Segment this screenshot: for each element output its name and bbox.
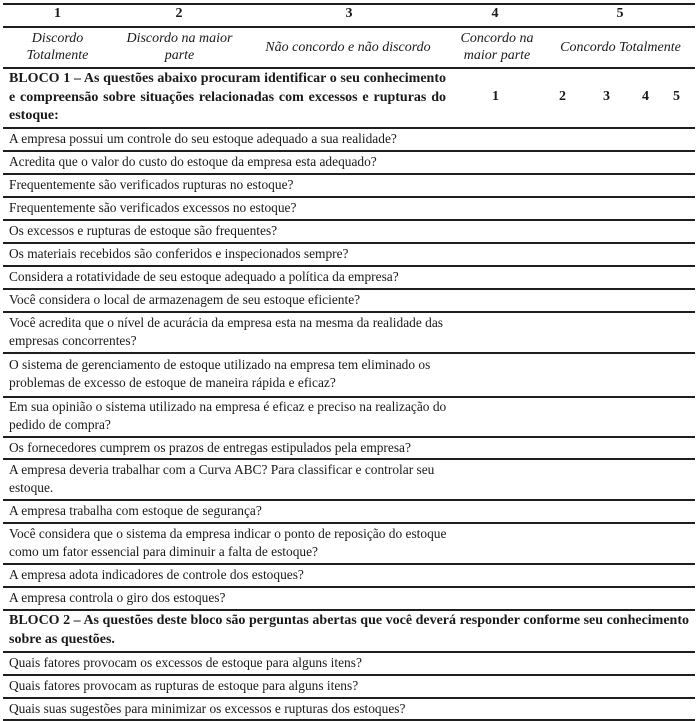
question-16: A empresa adota indicadores de controle dos estoques? (9, 567, 304, 582)
open-question-1: Quais fatores provocam os excessos de estoque para alguns itens? (9, 655, 362, 670)
rule-bloco1 (3, 127, 695, 129)
question-17: A empresa controla o giro dos estoques? (9, 590, 226, 605)
scale-label-3: Não concordo e não discordo (265, 40, 431, 55)
question-1: A empresa possui um controle do seu estoque adequado a sua realidade? (9, 131, 397, 146)
rule (3, 196, 695, 198)
question-13: A empresa deveria trabalhar com a Curva ABC? Para classificar e controlar seu estoque. (9, 462, 435, 495)
question-8: Você considera o local de armazenagem de seu estoque eficiente? (9, 292, 361, 307)
rule (3, 436, 695, 438)
bloco1-title: BLOCO 1 – As questões abaixo procuram identificar o seu conhecimento e compreensão sobre situações relacionadas com excessos e rupturas do estoque: (9, 71, 446, 123)
scale-number-5: 5 (616, 6, 624, 21)
rule-bloco2 (3, 651, 695, 653)
rule (3, 150, 695, 152)
bloco1-scale-2: 2 (559, 89, 566, 104)
rule-header2 (3, 67, 695, 69)
question-4: Frequentemente são verificados excessos no estoque? (9, 200, 297, 215)
question-7: Considera a rotatividade de seu estoque adequado a política da empresa? (9, 269, 399, 284)
rule-header1 (3, 26, 695, 28)
rule (3, 242, 695, 244)
bloco2-title: BLOCO 2 – As questões deste bloco são perguntas abertas que você deverá responder conforme seu conhecimento sobre as questões. (9, 613, 689, 647)
rule (3, 288, 695, 290)
rule (3, 458, 695, 460)
question-9: Você acredita que o nível de acurácia da empresa esta na mesma da realidade das empresas concorrentes? (9, 315, 443, 348)
rule (3, 173, 695, 175)
question-12: Os fornecedores cumprem os prazos de entregas estipulados pela empresa? (9, 440, 411, 455)
rule-bottom (3, 719, 695, 721)
question-14: A empresa trabalha com estoque de segurança? (9, 503, 262, 518)
rule (3, 674, 695, 676)
rule (3, 352, 695, 354)
rule (3, 609, 695, 611)
bloco1-scale-1: 1 (492, 89, 499, 104)
question-2: Acredita que o valor do custo do estoque da empresa esta adequado? (9, 154, 377, 169)
question-6: Os materiais recebidos são conferidos e inspecionados sempre? (9, 246, 349, 261)
rule (3, 563, 695, 565)
scale-label-5: Concordo Totalmente (560, 40, 681, 55)
scale-number-2: 2 (175, 6, 183, 21)
scale-label-4: Concordo na maior parte (460, 31, 534, 63)
rule (3, 499, 695, 501)
rule (3, 697, 695, 699)
open-question-3: Quais suas sugestões para minimizar os excessos e rupturas dos estoques? (9, 701, 406, 716)
bloco1-scale-3: 3 (603, 89, 610, 104)
open-question-2: Quais fatores provocam as rupturas de estoque para alguns itens? (9, 678, 359, 693)
rule (3, 586, 695, 588)
rule (3, 265, 695, 267)
rule-top (3, 3, 695, 5)
scale-number-1: 1 (54, 6, 61, 21)
scale-label-1: Discordo Totalmente (26, 31, 89, 63)
question-10: O sistema de gerenciamento de estoque utilizado na empresa tem eliminado os problemas de excesso de estoque de maneira rápida e eficaz? (9, 357, 431, 390)
scale-number-3: 3 (345, 6, 353, 21)
question-5: Os excessos e rupturas de estoque são frequentes? (9, 223, 278, 238)
question-3: Frequentemente são verificados rupturas no estoque? (9, 177, 294, 192)
rule (3, 522, 695, 524)
bloco1-scale-4: 4 (642, 89, 649, 104)
question-15: Você considera que o sistema da empresa indicar o ponto de reposição do estoque como um fator essencial para diminuir a falta de estoque? (9, 526, 447, 559)
rule (3, 219, 695, 221)
rule (3, 311, 695, 313)
scale-number-4: 4 (491, 6, 499, 21)
bloco1-scale-5: 5 (673, 89, 680, 104)
question-11: Em sua opinião o sistema utilizado na empresa é eficaz e preciso na realização do pedido de compra? (9, 399, 447, 432)
scale-label-2: Discordo na maior parte (126, 31, 233, 63)
